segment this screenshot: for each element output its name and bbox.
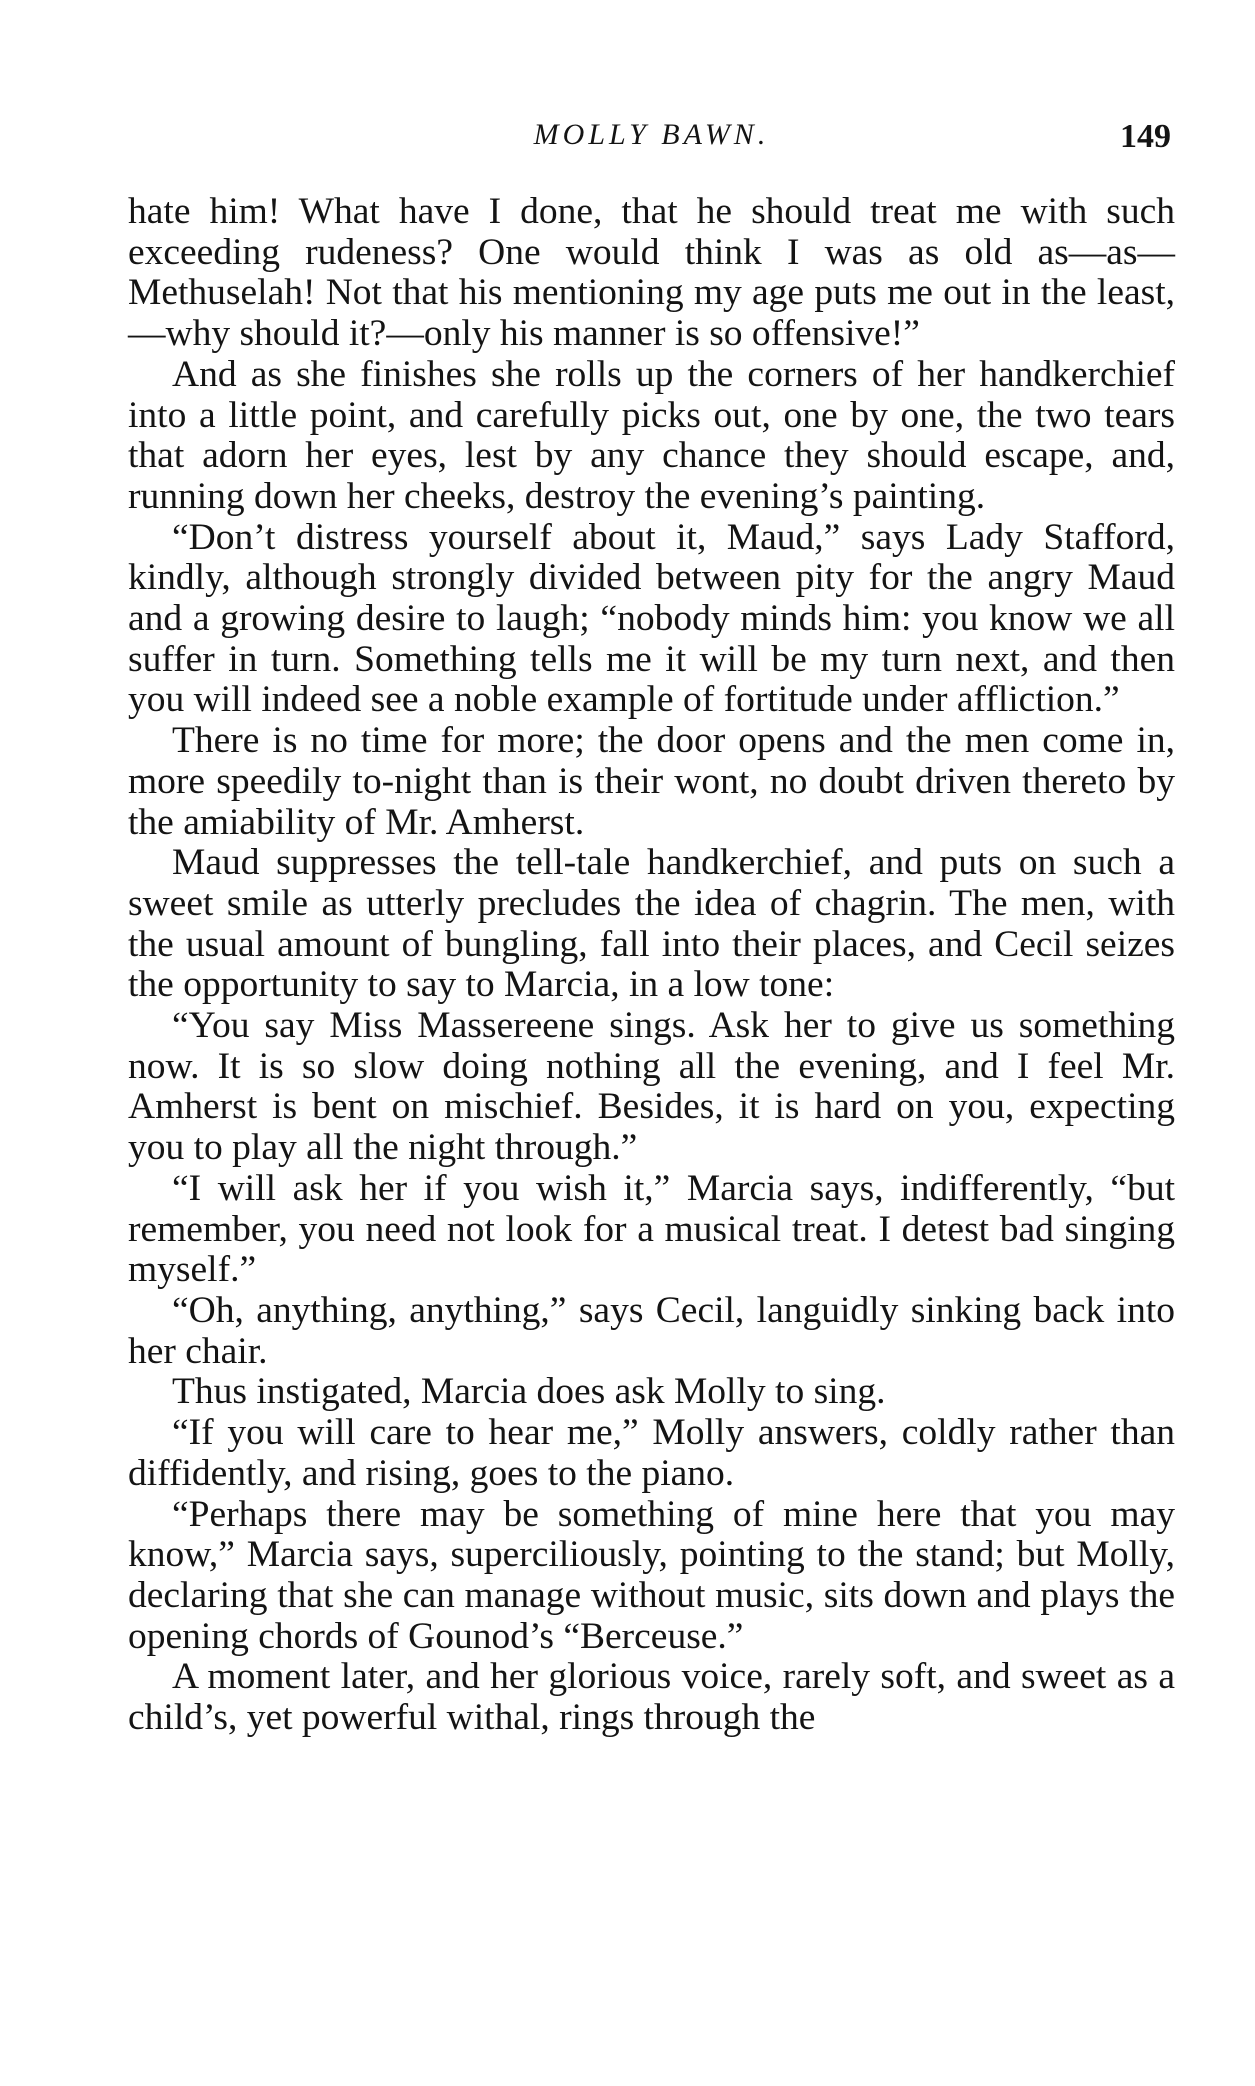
paragraph: Maud suppresses the tell-tale handkerchief, and puts on such a sweet smile as utterly precludes the idea of chagrin. The men, with the usual amount of bungling, fall into their places, and Cecil seizes the opportunity to say to Marcia, in a low tone: xyxy=(128,842,1175,1006)
paragraph: “Don’t distress yourself about it, Maud,” says Lady Stafford, kindly, although strongly divided between pity for the angry Maud and a growing desire to laugh; “nobody minds him: you know we all suffer in turn. Something tells me it will be my turn next, and then you will indeed see a noble example of fortitude under affliction.” xyxy=(128,516,1175,721)
running-title: MOLLY BAWN. xyxy=(533,118,770,151)
paragraph: “You say Miss Massereene sings. Ask her to give us something now. It is so slow doing nothing all the evening, and I feel Mr. Amherst is bent on mischief. Besides, it is hard on you, expecting you to play all the night through.” xyxy=(128,1005,1175,1169)
paragraph: A moment later, and her glorious voice, rarely soft, and sweet as a child’s, yet powerful withal, rings through the xyxy=(128,1656,1175,1739)
paragraph: “I will ask her if you wish it,” Marcia says, indifferently, “but remember, you need not look for a musical treat. I detest bad singing myself.” xyxy=(128,1167,1175,1291)
paragraph: “Oh, anything, anything,” says Cecil, languidly sinking back into her chair. xyxy=(128,1289,1175,1372)
paragraph-continuation: hate him! What have I done, that he should treat me with such exceeding rudeness? One would think I was as old as—as—Methuselah! Not that his mentioning my age puts me out in the least,—why should it?—only his manner is so offensive!” xyxy=(128,191,1175,355)
body-text xyxy=(128,192,1175,1739)
paragraph: “Perhaps there may be something of mine here that you may know,” Marcia says, superciliously, pointing to the stand; but Molly, declaring that she can manage without music, sits down and plays the opening chords of Gounod’s “Berceuse.” xyxy=(128,1493,1175,1657)
paragraph: There is no time for more; the door opens and the men come in, more speedily to-night than is their wont, no doubt driven thereto by the amiability of Mr. Amherst. xyxy=(128,720,1175,843)
page-number: 149 xyxy=(1120,118,1171,155)
paragraph: And as she finishes she rolls up the corners of her handkerchief into a little point, and carefully picks out, one by one, the two tears that adorn her eyes, lest by any chance they should escape, and, running down her cheeks, destroy the evening’s painting. xyxy=(128,353,1175,517)
paragraph: “If you will care to hear me,” Molly answers, coldly rather than diffidently, and rising, goes to the piano. xyxy=(128,1412,1175,1494)
paragraph: Thus instigated, Marcia does ask Molly to sing. xyxy=(172,1371,886,1413)
page-header xyxy=(128,118,1175,164)
